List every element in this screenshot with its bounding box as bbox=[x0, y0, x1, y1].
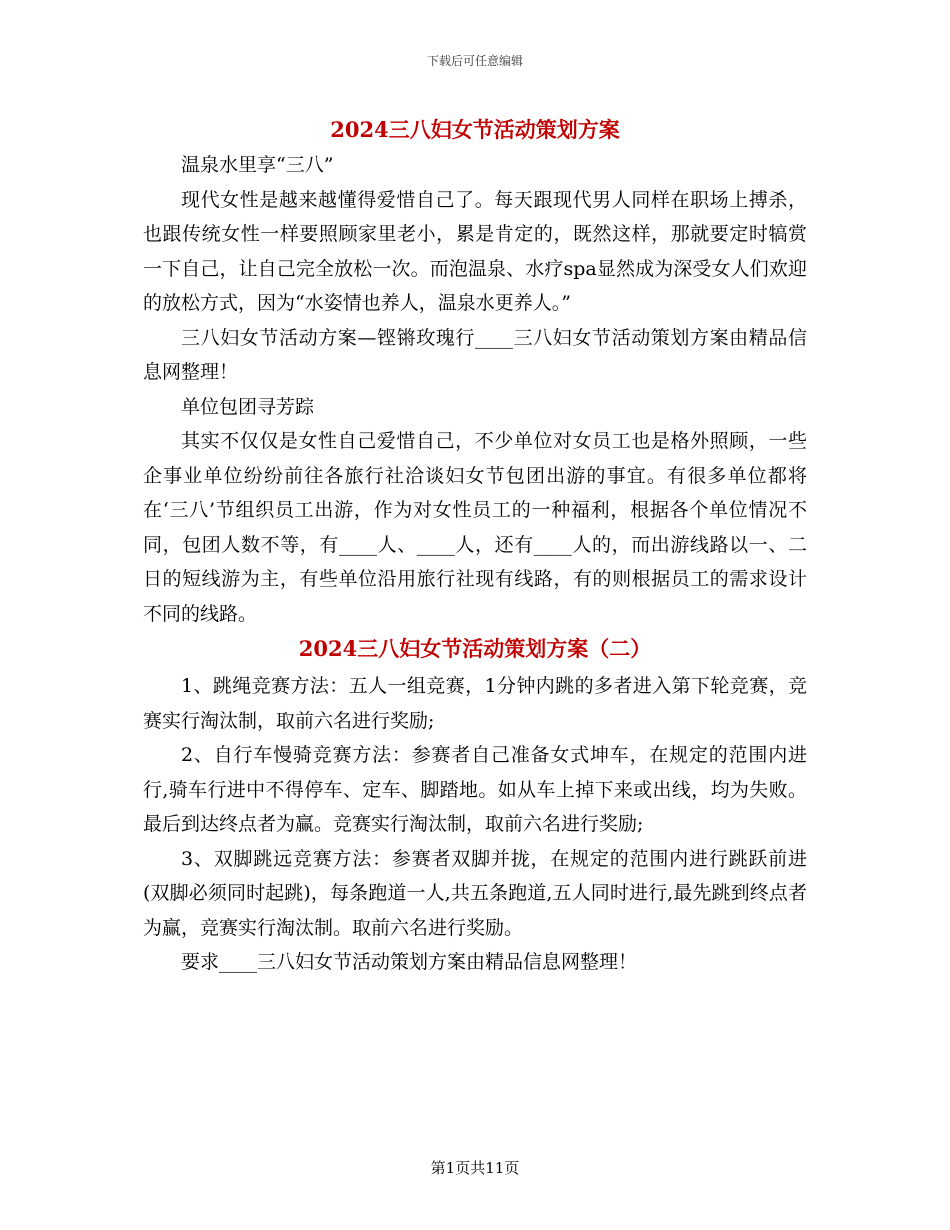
document-body bbox=[143, 112, 807, 980]
section1-paragraph-3: 三八妇女节活动方案—铿锵玫瑰行____三八妇女节活动策划方案由精品信息网整理！ bbox=[143, 326, 807, 383]
page-footer: 第1页共11页 bbox=[430, 1159, 520, 1177]
document-title: 2024三八妇女节活动策划方案 bbox=[330, 117, 620, 142]
section2-title: 2024三八妇女节活动策划方案（二） bbox=[298, 636, 652, 661]
section2-paragraph-2: 2、自行车慢骑竞赛方法：参赛者自己准备女式坤车，在规定的范围内进行,骑车行进中不得停车、定车、脚踏地。如从车上掉下来或出线，均为失败。最后到达终点者为赢。竞赛实行淘汰制，取前六名进行奖励; bbox=[143, 744, 807, 835]
section1-paragraph-2: 现代女性是越来越懂得爱惜自己了。每天跟现代男人同样在职场上搏杀，也跟传统女性一样要照顾家里老小，累是肯定的，既然这样，那就要定时犒赏一下自己，让自己完全放松一次。而泡温泉、水疗spa显然成为深受女人们欢迎的放松方式，因为“水姿情也养人，温泉水更养人。” bbox=[143, 188, 807, 314]
section2-paragraph-1: 1、跳绳竞赛方法：五人一组竞赛，1分钟内跳的多者进入第下轮竞赛，竞赛实行淘汰制，取前六名进行奖励; bbox=[143, 675, 807, 732]
section2-paragraph-3: 3、双脚跳远竞赛方法：参赛者双脚并拢，在规定的范围内进行跳跃前进(双脚必须同时起跳)，每条跑道一人,共五条跑道,五人同时进行,最先跳到终点者为赢，竞赛实行淘汰制。取前六名进行奖励。 bbox=[143, 847, 807, 939]
section2-paragraph-4: 要求____三八妇女节活动策划方案由精品信息网整理！ bbox=[181, 951, 638, 973]
section1-paragraph-1: 温泉水里享“三八” bbox=[181, 154, 334, 176]
page-header: 下载后可任意编辑 bbox=[426, 54, 523, 68]
section1-paragraph-5: 其实不仅仅是女性自己爱惜自己，不少单位对女员工也是格外照顾，一些企事业单位纷纷前往各旅行社洽谈妇女节包团出游的事宜。有很多单位都将在‘三八’节组织员工出游，作为对女性员工的一种福利，根据各个单位情况不同，包团人数不等，有____人、____人，还有____人的，而出游线路以一、二日的短线游为主，有些单位沿用旅行社现有线路，有的则根据员工的需求设计不同的线路。 bbox=[143, 430, 807, 625]
section1-paragraph-4: 单位包团寻芳踪 bbox=[181, 395, 315, 418]
